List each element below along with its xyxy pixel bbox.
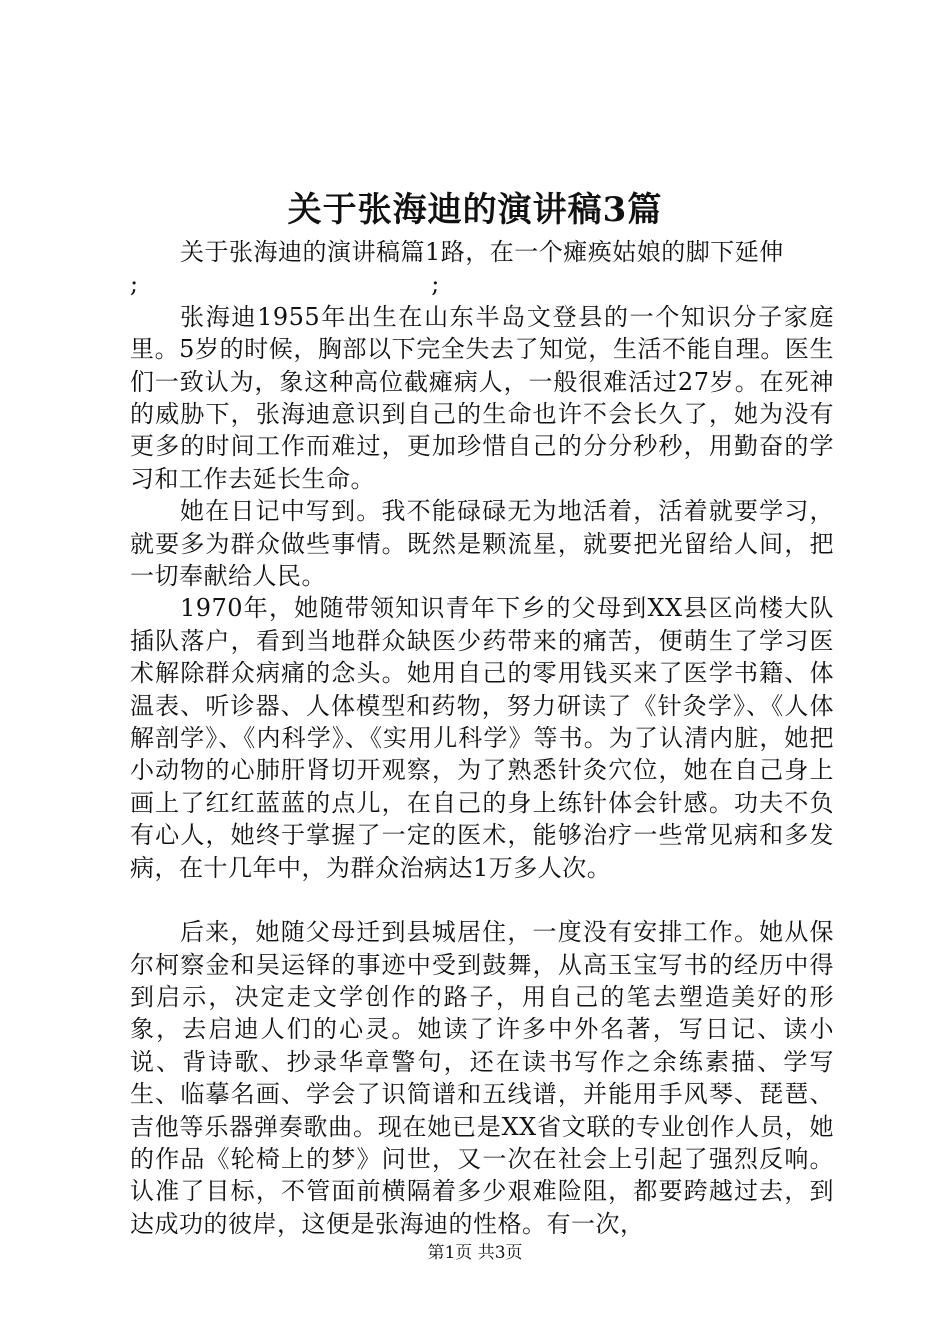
- paragraph-diary: 她在日记中写到。我不能碌碌无为地活着，活着就要学习，就要多为群众做些事情。既然是颗流星，就要把光留给人间，把一切奉献给人民。: [130, 497, 834, 591]
- page-number-footer: 第1页 共3页: [427, 1243, 523, 1263]
- paragraph-writing: 后来，她随父母迁到县城居住，一度没有安排工作。她从保尔柯察金和吴运铎的事迹中受到鼓舞，从高玉宝写书的经历中得到启示，决定走文学创作的路子，用自己的笔去塑造美好的形象，去启迪人们的心灵。她读了许多中外名著，写日记、读小说、背诗歌、抄录华章警句，还在读书写作之余练素描、学写生、临摹名画、学会了识简谱和五线谱，并能用手风琴、琵琶、吉他等乐器弹奏歌曲。现在她已是XX省文联的专业创作人员，她的作品《轮椅上的梦》问世，又一次在社会上引起了强烈反响。认准了目标，不管面前横隔着多少艰难险阻，都要跨越过去，到达成功的彼岸，这便是张海迪的性格。有一次，: [130, 918, 834, 1238]
- paragraph-birth: 张海迪1955年出生在山东半岛文登县的一个知识分子家庭里。5岁的时候，胸部以下完全失去了知觉，生活不能自理。医生们一致认为，象这种高位截瘫病人，一般很难活过27岁。在死神的威胁下，张海迪意识到自己的生命也许不会长久了，她为没有更多的时间工作而难过，更加珍惜自己的分分秒秒，用勤奋的学习和工作去延长生命。: [130, 302, 834, 493]
- separator-line: ; ;: [130, 270, 440, 299]
- paragraph-medicine: 1970年，她随带领知识青年下乡的父母到XX县区尚楼大队插队落户，看到当地群众缺医少药带来的痛苦，便萌生了学习医术解除群众病痛的念头。她用自己的零用钱买来了医学书籍、体温表、听诊器、人体模型和药物，努力研读了《针灸学》、《人体解剖学》、《内科学》、《实用儿科学》等书。为了认清内脏，她把小动物的心肺肝肾切开观察，为了熟悉针灸穴位，她在自己身上画上了红红蓝蓝的点儿，在自己的身上练针体会针感。功夫不负有心人，她终于掌握了一定的医术，能够治疗一些常见病和多发病，在十几年中，为群众治病达1万多人次。: [130, 594, 834, 882]
- page-title: 关于张海迪的演讲稿3篇: [287, 190, 663, 230]
- paragraph-gap: [130, 884, 834, 916]
- intro-paragraph: 关于张海迪的演讲稿篇1路，在一个瘫痪姑娘的脚下延伸: [180, 238, 784, 266]
- document-body: [130, 236, 834, 1240]
